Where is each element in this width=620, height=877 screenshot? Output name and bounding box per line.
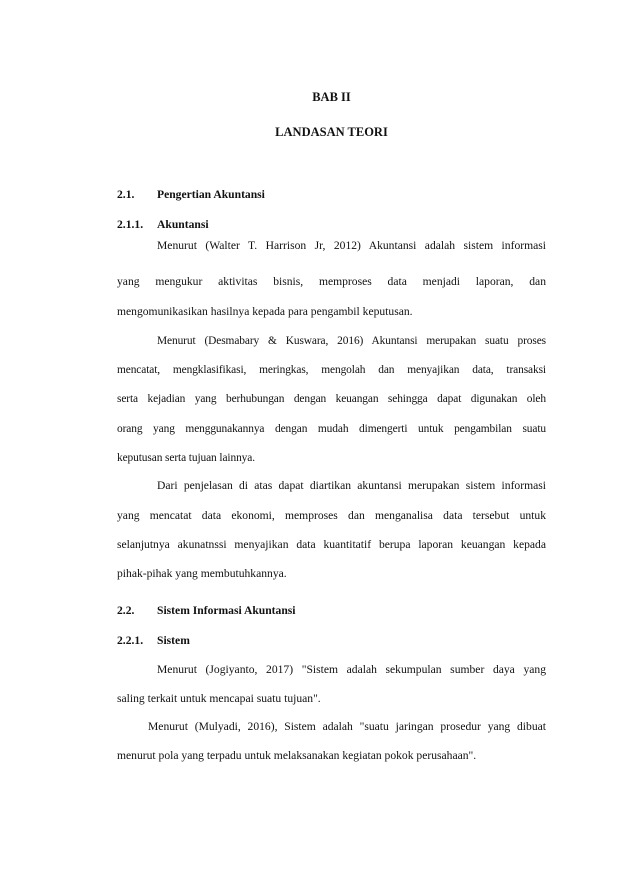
paragraph-line: Dari penjelasan di atas dapat diartikan akuntansi merupakan sistem informasi [157,479,546,492]
paragraph-line: Menurut (Desmabary & Kuswara, 2016) Akuntansi merupakan suatu proses [157,335,546,347]
paragraph-line: yang mencatat data ekonomi, memproses dan menganalisa data tersebut untuk [117,509,546,522]
paragraph-line: yang mengukur aktivitas bisnis, memproses data menjadi laporan, dan [117,275,546,288]
paragraph-line: serta kejadian yang berhubungan dengan keuangan sehingga dapat digunakan oleh [117,393,546,405]
section-title: Pengertian Akuntansi [157,188,265,201]
section-title: Akuntansi [157,218,209,231]
paragraph-line: Menurut (Mulyadi, 2016), Sistem adalah "suatu jaringan prosedur yang dibuat [148,720,546,733]
paragraph-line: Menurut (Walter T. Harrison Jr, 2012) Akuntansi adalah sistem informasi [157,239,546,252]
paragraph-line: keputusan serta tujuan lainnya. [117,452,255,464]
paragraph-line: saling terkait untuk mencapai suatu tujuan". [117,692,321,705]
section-title: Sistem Informasi Akuntansi [157,604,296,617]
paragraph-line: pihak-pihak yang membutuhkannya. [117,567,287,580]
chapter-title: BAB II [312,90,351,104]
section-number: 2.2.1. [117,634,144,647]
paragraph-line: mencatat, mengklasifikasi, meringkas, mengolah dan menyajikan data, transaksi [117,364,546,376]
paragraph-line: selanjutnya akunatnssi menyajikan data kuantitatif berupa laporan keuangan kepada [117,538,546,551]
paragraph-line: menurut pola yang terpadu untuk melaksanakan kegiatan pokok perusahaan". [117,749,477,762]
chapter-subtitle: LANDASAN TEORI [275,125,388,139]
paragraph-line: Menurut (Jogiyanto, 2017) "Sistem adalah sekumpulan sumber daya yang [157,663,546,676]
section-number: 2.1.1. [117,218,144,231]
paragraph-line: mengomunikasikan hasilnya kepada para pengambil keputusan. [117,305,413,318]
section-title: Sistem [157,634,190,647]
section-number: 2.1. [117,188,135,201]
section-number: 2.2. [117,604,135,617]
paragraph-line: orang yang menggunakannya dengan mudah dimengerti untuk pengambilan suatu [117,423,546,435]
